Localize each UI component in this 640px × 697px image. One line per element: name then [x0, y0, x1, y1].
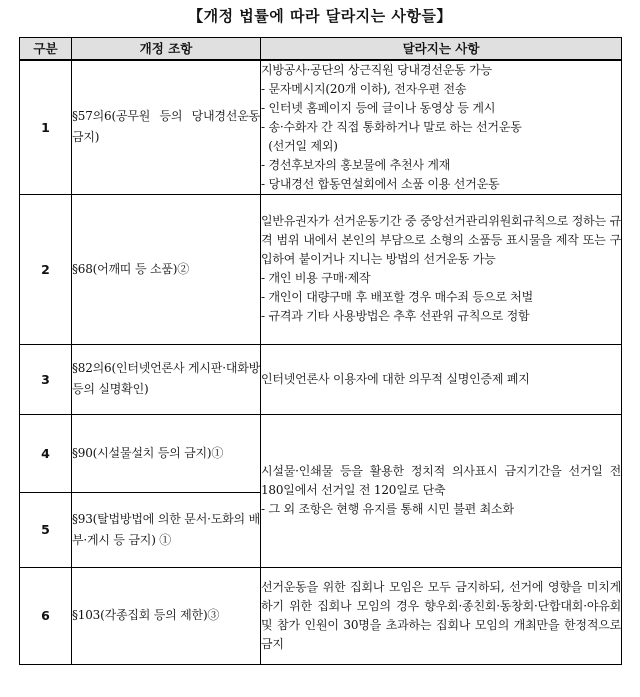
row-number: 4: [20, 414, 72, 492]
row-changes: [261, 567, 622, 664]
row-changes: [261, 344, 622, 414]
row-number: 2: [20, 194, 72, 344]
row-clause: §90(시설물설치 등의 금지)①: [72, 414, 261, 492]
table-row: [20, 194, 622, 344]
change-paragraph: 시설물·인쇄물 등을 활용한 정치적 의사표시 금지기간을 선거일 전 180일에서 선거일 전 120일로 단축: [261, 464, 621, 497]
change-line: - 당내경선 합동연설회에서 소품 이용 선거운동: [261, 176, 500, 191]
row-changes-merged: [261, 414, 622, 567]
change-line: - 문자메시지(20개 이하), 전자우편 전송: [261, 81, 467, 96]
change-line: - 개인 비용 구매·제작: [261, 271, 371, 285]
change-line: 지방공사·공단의 상근직원 당내경선운동 가능: [261, 62, 492, 77]
row-clause: §68(어깨띠 등 소품)②: [72, 194, 261, 344]
change-line: - 경선후보자의 홍보물에 추천사 게재: [261, 157, 451, 172]
row-clause: §57의6(공무원 등의 당내경선운동 금지): [72, 60, 261, 195]
header-changes: 달라지는 사항: [261, 38, 622, 60]
header-category: 구분: [20, 38, 72, 60]
change-line: (선거일 제외): [261, 138, 338, 153]
change-line: 인터넷언론사 이용자에 대한 의무적 실명인증제 폐지: [261, 371, 530, 386]
row-clause: §82의6(인터넷언론사 게시판·대화방 등의 실명확인): [72, 344, 261, 414]
row-clause: §103(각종집회 등의 제한)③: [72, 567, 261, 664]
amendment-table: [19, 37, 622, 665]
row-number: 5: [20, 492, 72, 567]
change-line: - 개인이 대량구매 후 배포할 경우 매수죄 등으로 처벌: [261, 290, 534, 304]
change-line: - 규격과 기타 사용방법은 추후 선관위 규칙으로 정함: [261, 309, 530, 323]
table-row: [20, 414, 622, 492]
change-paragraph: 일반유권자가 선거운동기간 중 중앙선거관리위원회규칙으로 정하는 규격 범위 내에서 본인의 부담으로 소형의 소품등 표시물을 제작 또는 구입하여 붙이거나 지니는 방법의 선거운동 가능: [261, 214, 621, 266]
change-paragraph: 선거운동을 위한 집회나 모임은 모두 금지하되, 선거에 영향을 미치게 하기 위한 집회나 모임의 경우 향우회·종친회·동창회·단합대회·야유회 및 참가 인원이 30명을 초과하는 집회나 모임의 개최만을 한정적으로 금지: [261, 579, 621, 651]
row-number: 6: [20, 567, 72, 664]
row-changes: [261, 60, 622, 195]
header-clause: 개정 조항: [72, 38, 261, 60]
table-row: [20, 344, 622, 414]
table-row: [20, 567, 622, 664]
document-title: 【개정 법률에 따라 달라지는 사항들】: [188, 7, 452, 25]
row-clause: §93(탈법방법에 의한 문서·도화의 배부·게시 등 금지) ①: [72, 492, 261, 567]
change-line: - 인터넷 홈페이지 등에 글이나 동영상 등 게시: [261, 100, 496, 115]
table-row: [20, 60, 622, 195]
row-number: 1: [20, 60, 72, 195]
row-changes: [261, 194, 622, 344]
change-line: - 송·수화자 간 직접 통화하거나 말로 하는 선거운동: [261, 119, 522, 134]
row-number: 3: [20, 344, 72, 414]
table-header-row: [20, 38, 622, 60]
change-line: - 그 외 조항은 현행 유지를 통해 시민 불편 최소화: [261, 502, 514, 516]
